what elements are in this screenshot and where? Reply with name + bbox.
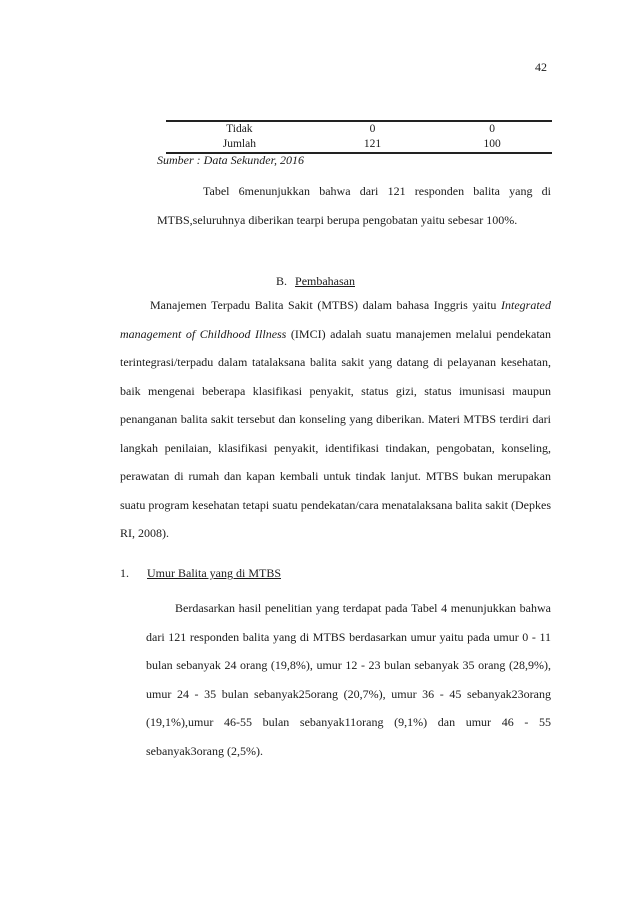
page-number: 42 (535, 60, 547, 74)
table-cell: 100 (432, 137, 552, 153)
table-cell: 0 (432, 121, 552, 137)
paragraph-table-summary: Tabel 6menunjukkan bahwa dari 121 responden balita yang di MTBS,seluruhnya diberikan tearpi berupa pengobatan yaitu sebesar 100%. (157, 184, 551, 227)
section-title: Pembahasan (295, 274, 355, 288)
table-row (166, 137, 552, 153)
subsection-title: Umur Balita yang di MTBS (147, 566, 281, 580)
table-cell: 0 (313, 121, 433, 137)
table-cell: Jumlah (166, 137, 313, 153)
table-source: Sumber : Data Sekunder, 2016 (157, 153, 304, 167)
section-letter: B. (276, 274, 288, 288)
imci-term: Integrated management of Childhood Illness (120, 298, 551, 341)
paragraph-age-results: Berdasarkan hasil penelitian yang terdapat pada Tabel 4 menunjukkan bahwa dari 121 responden balita yang di MTBS berdasarkan umur yaitu pada umur 0 - 11 bulan sebanyak 24 orang (19,8%), umur 12 - 23 bulan sebanyak 35 orang (28,9%), umur 24 - 35 bulan sebanyak25orang (20,7%), umur 36 - 45 sebanyak23orang (19,1%),umur 46-55 bulan sebanyak11orang (9,1%) dan umur 46 - 55 sebanyak3orang (2,5%). (146, 601, 551, 758)
subsection-heading (120, 566, 281, 581)
table-cell: Tidak (166, 121, 313, 137)
subsection-number: 1. (120, 566, 129, 580)
paragraph-text: (IMCI) adalah suatu manajemen melalui pendekatan terintegrasi/terpadu dalam tatalaksana balita sakit yang datang di pelayanan kesehatan, baik mengenai beberapa klasifikasi penyakit, status gizi, status imunisasi maupun penanganan balita sakit tersebut dan konseling yang diberikan. Materi MTBS terdiri dari langkah penilaian, klasifikasi penyakit, identifikasi tindakan, pengobatan, konseling, perawatan di rumah dan kapan kembali untuk tindak lanjut. MTBS bukan merupakan suatu program kesehatan tetapi suatu pendekatan/cara menatalaksana balita sakit (Depkes RI, 2008). (120, 326, 551, 540)
paragraph-text: Manajemen Terpadu Balita Sakit (MTBS) dalam bahasa Inggris yaitu (150, 298, 501, 312)
data-table (166, 120, 552, 154)
table-cell: 121 (313, 137, 433, 153)
table-row (166, 121, 552, 137)
paragraph-mtbs-definition (120, 291, 551, 548)
